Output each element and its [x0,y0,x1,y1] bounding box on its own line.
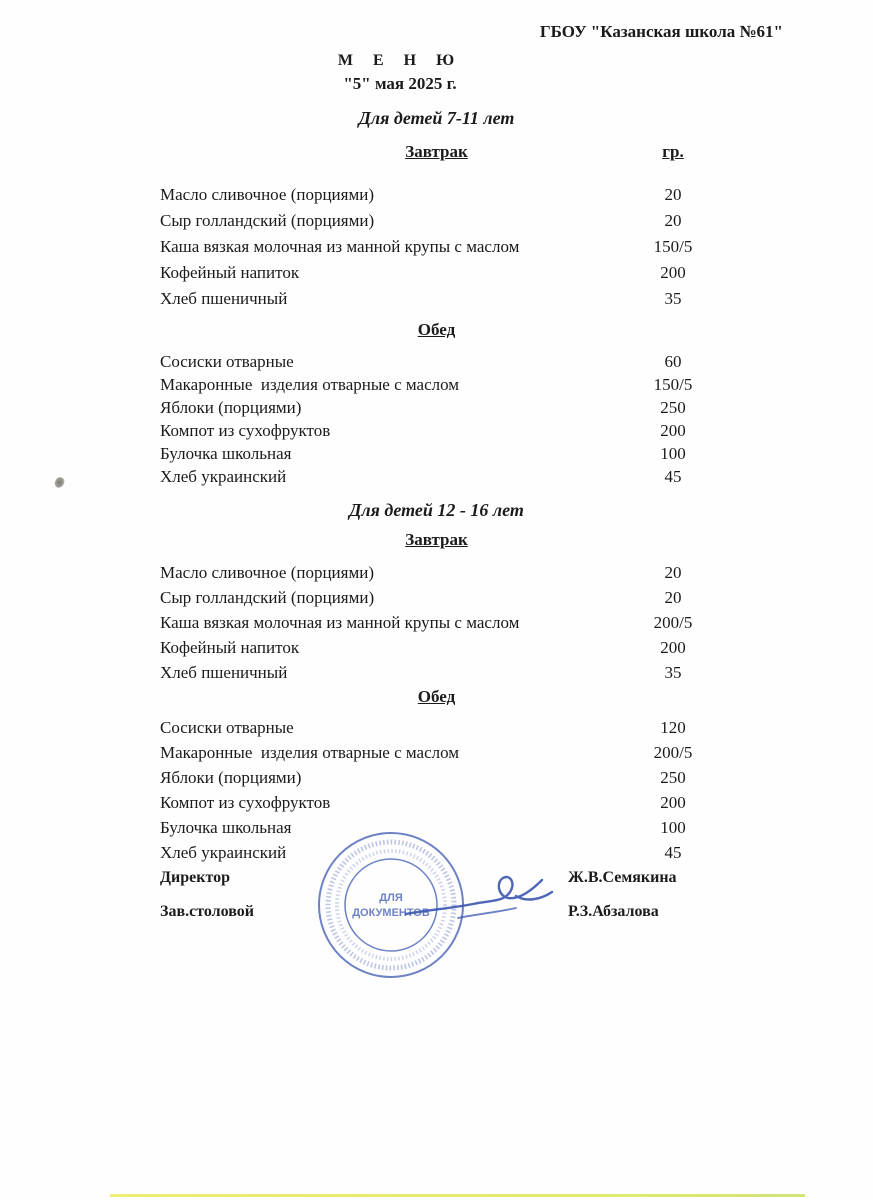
dish-name: Каша вязкая молочная из манной крупы с маслом [160,237,520,256]
dish-weight: 200/5 [653,613,693,632]
dish-weight: 100 [660,818,686,837]
breakfast-header-row-1 [160,140,713,164]
dish-name: Компот из сухофруктов [160,793,331,812]
breakfast-heading-1: Завтрак [405,142,468,161]
dish-name: Хлеб украинский [160,843,287,862]
menu-title: М Е Н Ю [337,52,463,69]
scan-edge-artifact [110,1194,805,1197]
menu-row [160,585,713,610]
dish-weight: 120 [660,718,686,737]
signatory-name: Ж.В.Семякина [568,869,677,886]
signatory-title: Зав.столовой [160,903,254,920]
dish-name: Булочка школьная [160,444,292,463]
menu-row [160,396,713,419]
dish-weight: 250 [660,768,686,787]
dish-name: Хлеб пшеничный [160,289,288,308]
dish-weight: 200 [660,421,686,440]
signatory-title: Директор [160,869,230,886]
lunch-heading-1: Обед [417,320,456,339]
dish-weight: 60 [664,352,682,371]
dish-name: Каша вязкая молочная из манной крупы с маслом [160,613,520,632]
menu-row [160,350,713,373]
dish-name: Кофейный напиток [160,263,300,282]
dish-name: Кофейный напиток [160,638,300,657]
menu-row [160,765,713,790]
breakfast-header-row-2 [160,528,713,552]
dish-name: Хлеб украинский [160,467,287,486]
menu-row [160,610,713,635]
dish-name: Масло сливочное (порциями) [160,563,374,582]
menu-row [160,260,713,286]
dish-weight: 200 [660,793,686,812]
menu-row [160,635,713,660]
dish-name: Булочка школьная [160,818,292,837]
lunch-header-row-1 [160,318,713,342]
dish-weight: 20 [664,588,682,607]
dish-weight: 150/5 [653,375,693,394]
stamp-text-line1: ДЛЯ [379,892,403,904]
menu-row [160,234,713,260]
menu-row [160,790,713,815]
dish-weight: 45 [664,843,682,862]
breakfast-heading-2: Завтрак [405,530,468,549]
lunch-heading-2: Обед [417,687,456,706]
dish-weight: 20 [664,185,682,204]
scan-artifact-smudge [53,476,65,489]
dish-weight: 200/5 [653,743,693,762]
dish-weight: 20 [664,211,682,230]
menu-row [160,182,713,208]
menu-row [160,419,713,442]
breakfast-list-2 [160,560,713,685]
menu-row [160,560,713,585]
dish-weight: 100 [660,444,686,463]
dish-name: Сосиски отварные [160,352,294,371]
menu-date: "5" мая 2025 г. [343,74,457,93]
lunch-header-row-2 [160,685,713,709]
dish-weight: 150/5 [653,237,693,256]
dish-name: Яблоки (порциями) [160,768,302,787]
menu-row [160,465,713,488]
age-group-heading-2: Для детей 12 - 16 лет [349,500,524,520]
dish-name: Сыр голландский (порциями) [160,211,375,230]
dish-weight: 35 [664,289,682,308]
dish-name: Хлеб пшеничный [160,663,288,682]
dish-name: Масло сливочное (порциями) [160,185,374,204]
dish-name: Яблоки (порциями) [160,398,302,417]
menu-row [160,373,713,396]
dish-weight: 250 [660,398,686,417]
menu-row [160,442,713,465]
dish-name: Макаронные изделия отварные с маслом [160,375,460,394]
weight-column-header: гр. [662,142,684,161]
breakfast-list-1 [160,182,713,312]
dish-weight: 20 [664,563,682,582]
organization-header: ГБОУ "Казанская школа №61" [539,22,783,41]
dish-name: Компот из сухофруктов [160,421,331,440]
dish-name: Сосиски отварные [160,718,294,737]
dish-name: Макаронные изделия отварные с маслом [160,743,460,762]
menu-row [160,660,713,685]
dish-weight: 200 [660,263,686,282]
dish-weight: 45 [664,467,682,486]
dish-weight: 200 [660,638,686,657]
menu-row [160,286,713,312]
menu-row [160,208,713,234]
handwritten-signature [398,852,578,937]
lunch-list-1 [160,350,713,488]
menu-row [160,715,713,740]
dish-weight: 35 [664,663,682,682]
menu-body [160,106,713,865]
stamp-text-line2: ДОКУМЕНТОВ [352,907,430,919]
menu-row [160,740,713,765]
age-group-heading-1: Для детей 7-11 лет [358,108,515,128]
dish-name: Сыр голландский (порциями) [160,588,375,607]
signatory-name: Р.З.Абзалова [568,903,659,920]
